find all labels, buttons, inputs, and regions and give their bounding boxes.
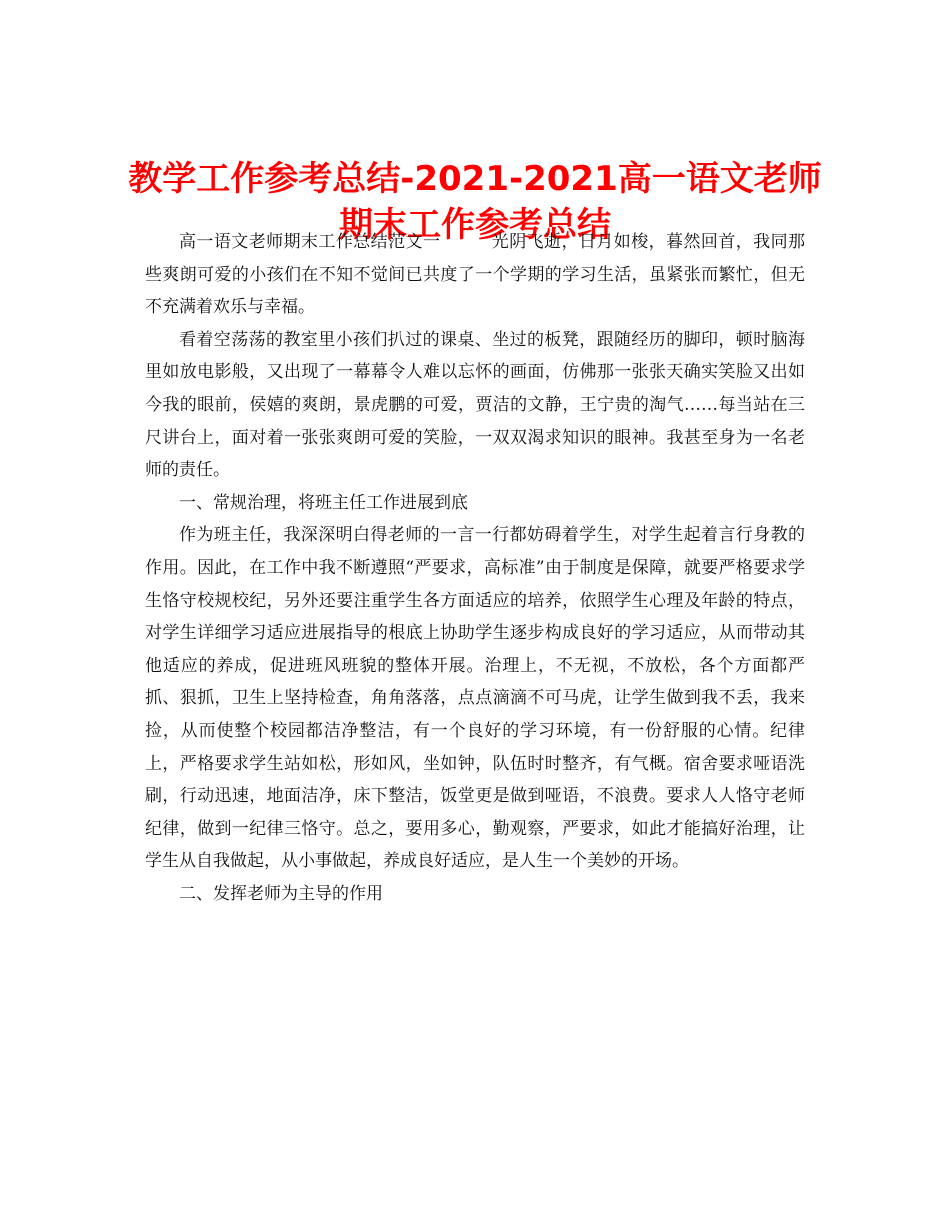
- intro-heading: 高一语文老师期末工作总结范文一: [179, 232, 441, 252]
- paragraph-text: 光阴飞逝，日月如梭，暮然回首，我同那些爽朗可爱的小孩们在不知不觉间已共度了一个学期的学习生活，虽紧张而繁忙，但无不充满着欢乐与幸福。: [145, 232, 806, 318]
- section-heading: 一、常规治理，将班主任工作进展到底: [179, 492, 468, 513]
- section-heading: 二、发挥老师为主导的作用: [179, 883, 383, 904]
- document-title: 教学工作参考总结-2021-2021高一语文老师期末工作参考总结: [128, 158, 822, 245]
- paragraph-intro: [145, 226, 805, 324]
- paragraph: 作为班主任，我深深明白得老师的一言一行都妨碍着学生，对学生起着言行身教的作用。因此，在工作中我不断遵照“严要求，高标准”由于制度是保障，就要严格要求学生恪守校规校纪，另外还要注重学生各方面适应的培养，依照学生心理及年龄的特点，对学生详细学习适应进展指导的根底上协助学生逐步构成良好的学习适应，从而带动其他适应的养成，促进班风班貌的整体开展。治理上，不无视，不放松，各个方面都严抓、狠抓，卫生上坚持检查，角角落落，点点滴滴不可马虎，让学生做到我不丢，我来捡，从而使整个校园都洁净整洁，有一个良好的学习环境，有一份舒服的心情。纪律上，严格要求学生站如松，形如风，坐如钟，队伍时时整齐，有气概。宿舍要求哑语洗刷，行动迅速，地面洁净，床下整洁，饭堂更是做到哑语，不浪费。要求人人恪守老师纪律，做到一纪律三恪守。总之，要用多心，勤观察，严要求，如此才能搞好治理，让学生从自我做起，从小事做起，养成良好适应，是人生一个美妙的开场。: [145, 525, 805, 872]
- paragraph: 看着空荡荡的教室里小孩们扒过的课桌、坐过的板凳，跟随经历的脚印，顿时脑海里如放电影般，又出现了一幕幕令人难以忘怀的画面，仿佛那一张张天确实笑脸又出如今我的眼前，侯嬉的爽朗，景虎鹏的可爱，贾洁的文静，王宁贵的淘气……每当站在三尺讲台上，面对着一张张爽朗可爱的笑脸，一双双渴求知识的眼神。我甚至身为一名老师的责任。: [145, 329, 805, 481]
- document-body: [145, 226, 805, 910]
